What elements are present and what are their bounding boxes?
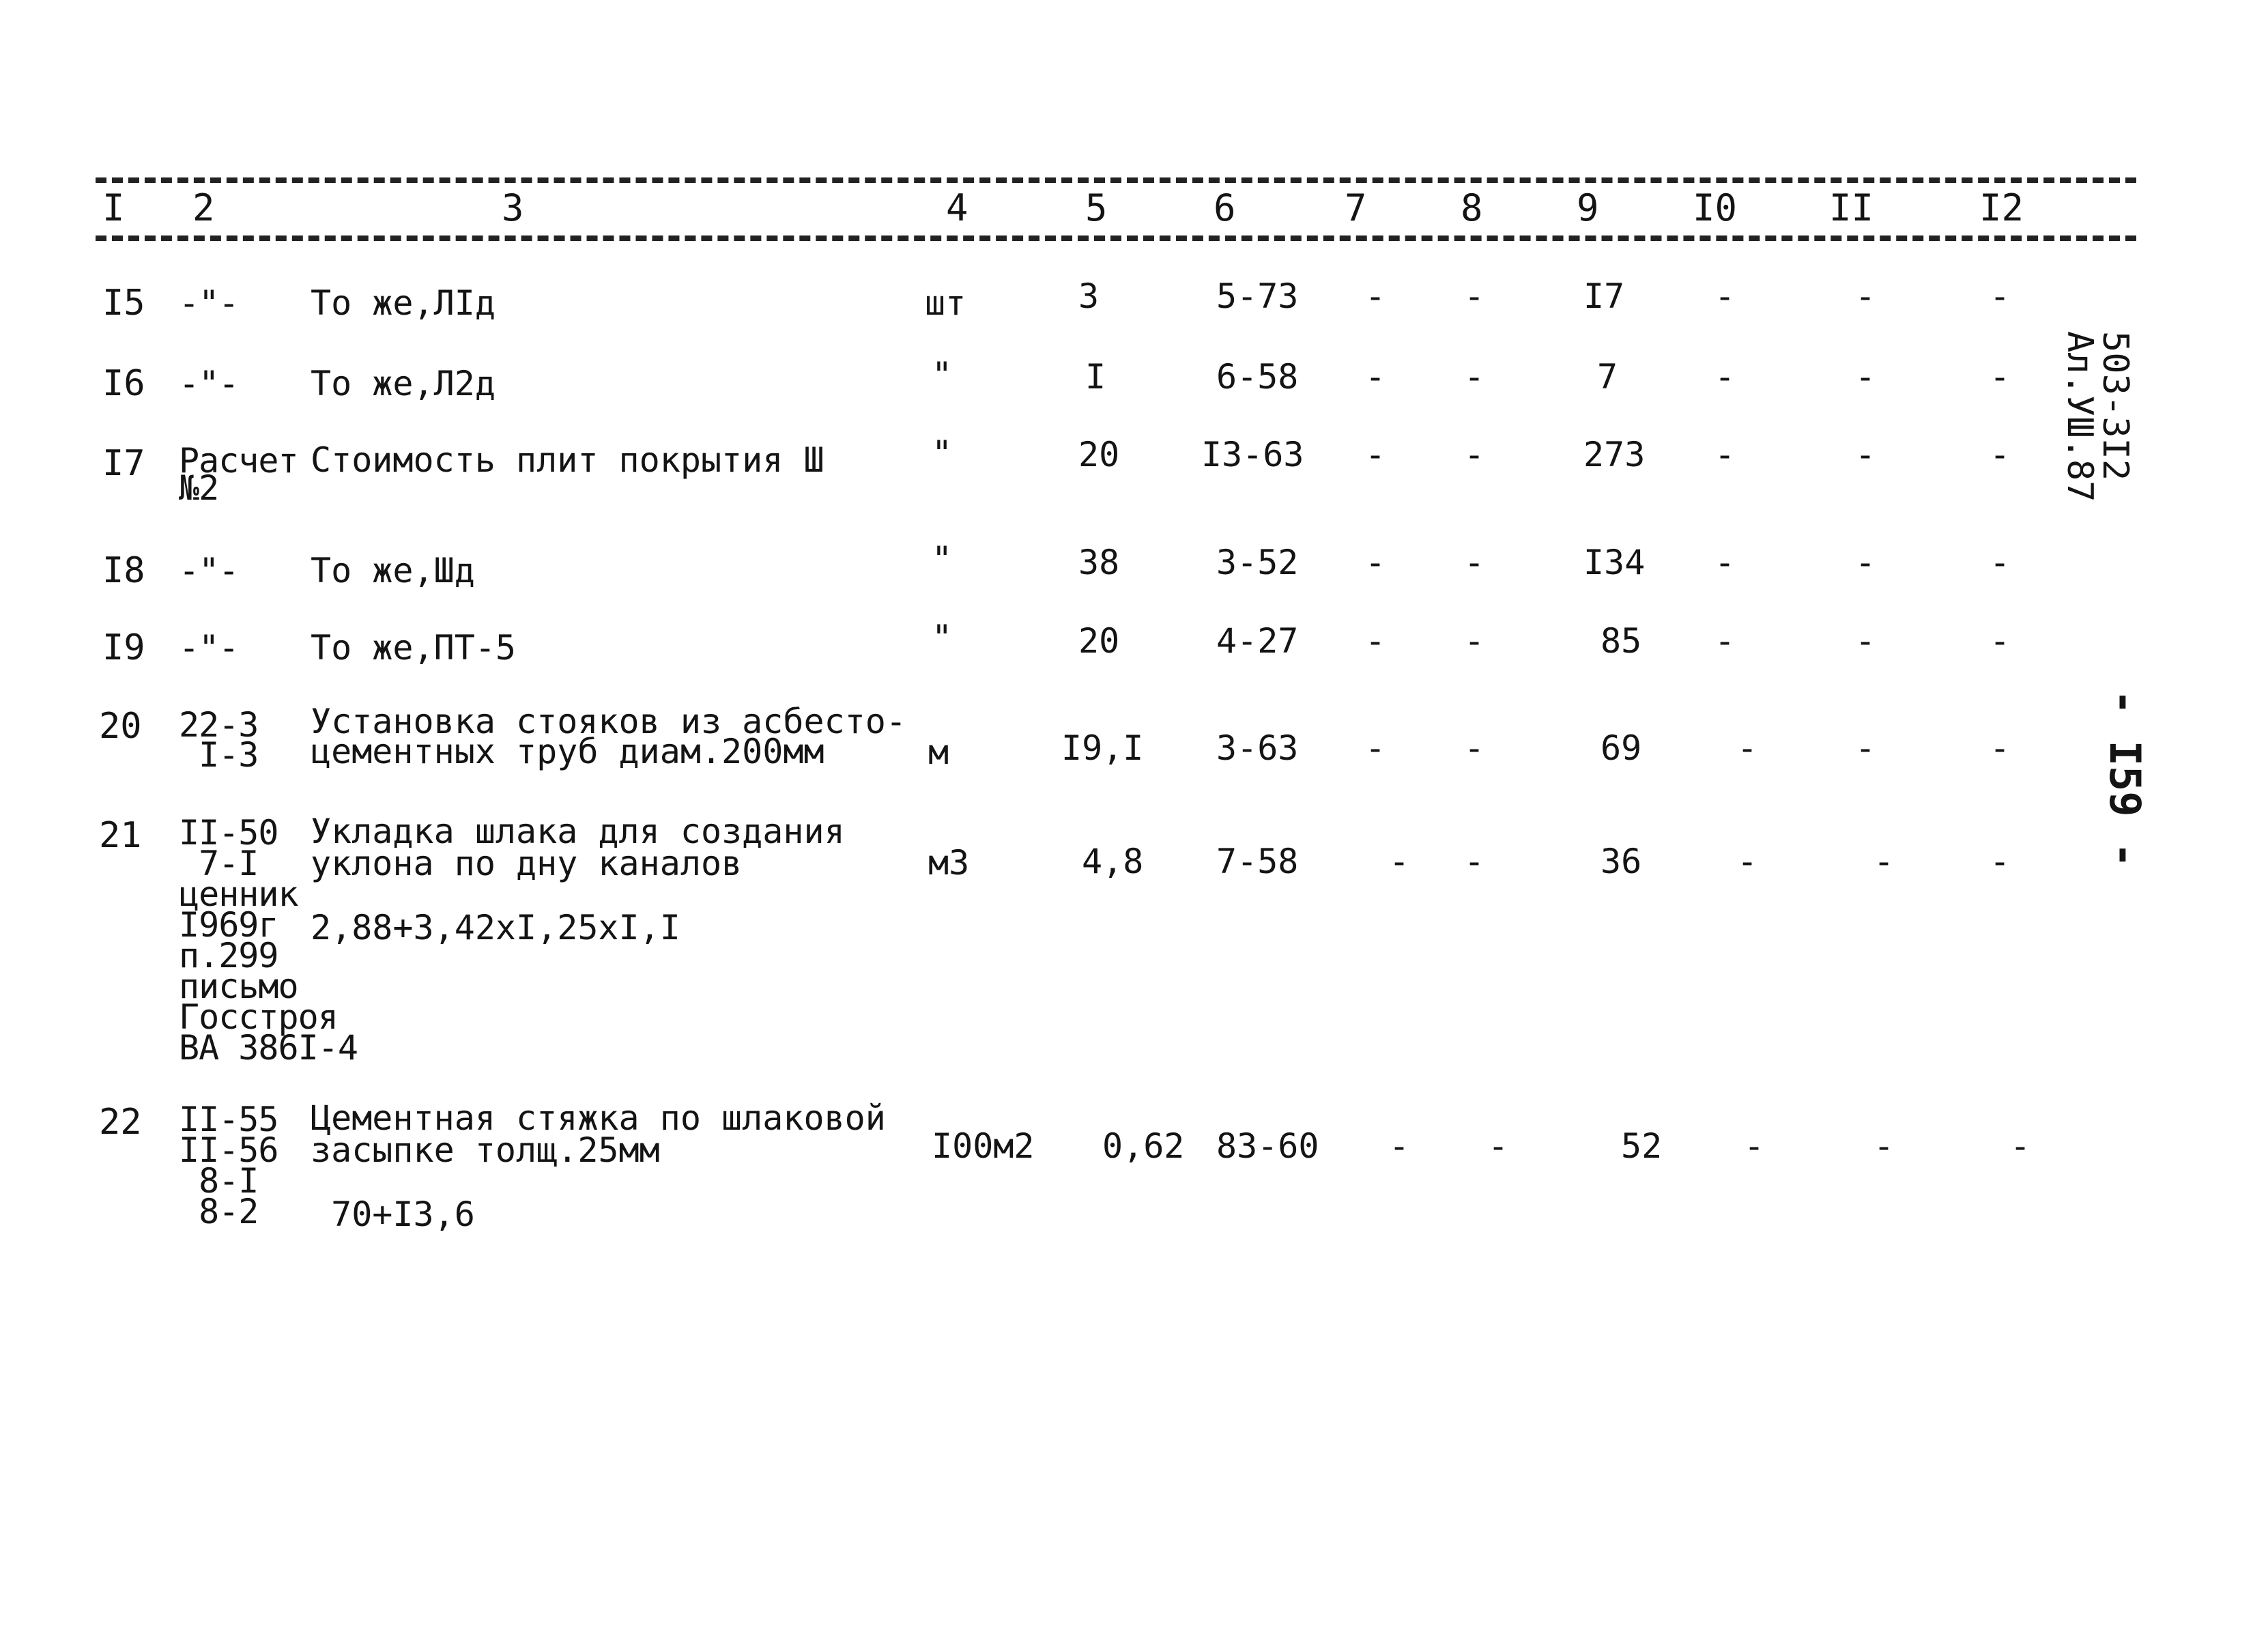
header-bottom-rule	[96, 235, 2136, 241]
row-code: Расчет №2	[179, 441, 298, 508]
row-col8: -	[1464, 357, 1485, 397]
row-col7: -	[1365, 276, 1386, 316]
row-number: I6	[102, 363, 145, 404]
row-col11: -	[1855, 728, 1876, 768]
row-code: 22-3 I-3	[179, 705, 259, 775]
row-col11: -	[1874, 1126, 1895, 1166]
row-price: 83-60	[1216, 1126, 1319, 1166]
row-quantity: 4,8	[1082, 842, 1144, 881]
row-number: 21	[99, 815, 142, 856]
row-unit: "	[932, 539, 953, 579]
col-header-9: 9	[1577, 186, 1599, 229]
row-unit: "	[932, 433, 953, 473]
row-unit: I00м2	[932, 1126, 1035, 1166]
row-number: 22	[99, 1102, 142, 1143]
row-description: Укладка шлака для создания уклона по дну каналов 2,88+3,42хI,25хI,I	[311, 812, 845, 947]
col-header-2: 2	[192, 186, 215, 229]
row-col8: -	[1464, 842, 1485, 881]
row-col7: -	[1365, 357, 1386, 397]
row-description: Цементная стяжка по шлаковой засыпке толщ.25мм 70+I3,6	[311, 1098, 886, 1234]
row-col7: -	[1389, 1126, 1410, 1166]
col-header-6: 6	[1214, 186, 1236, 229]
row-code: II-50 7-I ценник I969г п.299 письмо Госстроя ВА 386I-4	[179, 813, 358, 1068]
row-col10: -	[1714, 543, 1736, 582]
row-col10: -	[1714, 435, 1736, 474]
row-price: 6-58	[1216, 357, 1299, 397]
row-unit: "	[932, 618, 953, 657]
row-quantity: I	[1085, 357, 1106, 397]
row-col9: I34	[1583, 543, 1646, 582]
row-col10: -	[1744, 1126, 1765, 1166]
row-quantity: I9,I	[1061, 728, 1144, 768]
row-code: II-55 II-56 8-I 8-2	[179, 1100, 278, 1231]
col-header-5: 5	[1085, 186, 1108, 229]
row-price: 7-58	[1216, 842, 1299, 881]
row-col12: -	[1990, 357, 2011, 397]
row-description: То же,Шд	[311, 551, 475, 590]
row-description: Стоимость плит покрытия Ш	[311, 440, 824, 480]
row-col7: -	[1365, 728, 1386, 768]
row-col12: -	[2010, 1126, 2031, 1166]
row-number: I8	[102, 550, 145, 591]
row-col9: I7	[1583, 276, 1625, 316]
row-code: -"-	[179, 283, 239, 323]
row-quantity: 0,62	[1102, 1126, 1185, 1166]
row-col10: -	[1714, 621, 1736, 661]
row-description: То же,ЛIд	[311, 283, 496, 323]
row-price: 5-73	[1216, 276, 1299, 316]
row-col7: -	[1389, 842, 1410, 881]
page-number: - I59 -	[2100, 689, 2150, 868]
col-header-10: I0	[1693, 186, 1738, 229]
row-col8: -	[1464, 276, 1485, 316]
row-quantity: 20	[1078, 435, 1120, 474]
row-col10: -	[1714, 357, 1736, 397]
row-col8: -	[1488, 1126, 1509, 1166]
row-unit: м	[928, 732, 949, 772]
header-top-rule	[96, 177, 2136, 183]
row-col7: -	[1365, 543, 1386, 582]
row-col11: -	[1855, 543, 1876, 582]
row-code: -"-	[179, 628, 239, 668]
row-col8: -	[1464, 621, 1485, 661]
row-col7: -	[1365, 621, 1386, 661]
row-description: Установка стояков из асбесто- цементных труб диам.200мм	[311, 702, 906, 771]
col-header-3: 3	[502, 186, 524, 229]
row-col12: -	[1990, 435, 2011, 474]
row-price: 4-27	[1216, 621, 1299, 661]
row-col9: 85	[1600, 621, 1642, 661]
row-col12: -	[1990, 842, 2011, 881]
row-number: I5	[102, 283, 145, 324]
row-col8: -	[1464, 435, 1485, 474]
row-col9: 273	[1583, 435, 1646, 474]
row-col12: -	[1990, 543, 2011, 582]
col-header-1: I	[102, 186, 125, 229]
row-col10: -	[1714, 276, 1736, 316]
row-unit: м3	[928, 843, 970, 883]
row-col9: 69	[1600, 728, 1642, 768]
row-col11: -	[1855, 621, 1876, 661]
row-col12: -	[1990, 728, 2011, 768]
row-col12: -	[1990, 276, 2011, 316]
row-col11: -	[1855, 357, 1876, 397]
row-col9: 7	[1597, 357, 1618, 397]
row-col10: -	[1737, 728, 1758, 768]
row-col8: -	[1464, 543, 1485, 582]
row-description: То же,ПТ-5	[311, 628, 517, 668]
col-header-4: 4	[946, 186, 968, 229]
row-price: I3-63	[1201, 435, 1304, 474]
row-col9: 52	[1621, 1126, 1663, 1166]
row-description: То же,Л2д	[311, 364, 496, 403]
row-unit: "	[932, 355, 953, 395]
col-header-12: I2	[1979, 186, 2024, 229]
row-col8: -	[1464, 728, 1485, 768]
row-code: -"-	[179, 364, 239, 403]
col-header-7: 7	[1345, 186, 1367, 229]
col-header-8: 8	[1461, 186, 1483, 229]
row-code: -"-	[179, 551, 239, 590]
row-quantity: 20	[1078, 621, 1120, 661]
row-quantity: 3	[1078, 276, 1100, 316]
row-number: I9	[102, 627, 145, 668]
row-col7: -	[1365, 435, 1386, 474]
row-col11: -	[1874, 842, 1895, 881]
row-col10: -	[1737, 842, 1758, 881]
row-col11: -	[1855, 276, 1876, 316]
document-code-stamp: 503-3I2 Ал.УШ.87	[2059, 331, 2136, 502]
row-number: I7	[102, 443, 145, 484]
row-col12: -	[1990, 621, 2011, 661]
col-header-11: II	[1829, 186, 1874, 229]
row-price: 3-52	[1216, 543, 1299, 582]
row-col11: -	[1855, 435, 1876, 474]
row-unit: шт	[925, 283, 966, 323]
row-price: 3-63	[1216, 728, 1299, 768]
row-number: 20	[99, 706, 142, 747]
row-quantity: 38	[1078, 543, 1120, 582]
row-col9: 36	[1600, 842, 1642, 881]
